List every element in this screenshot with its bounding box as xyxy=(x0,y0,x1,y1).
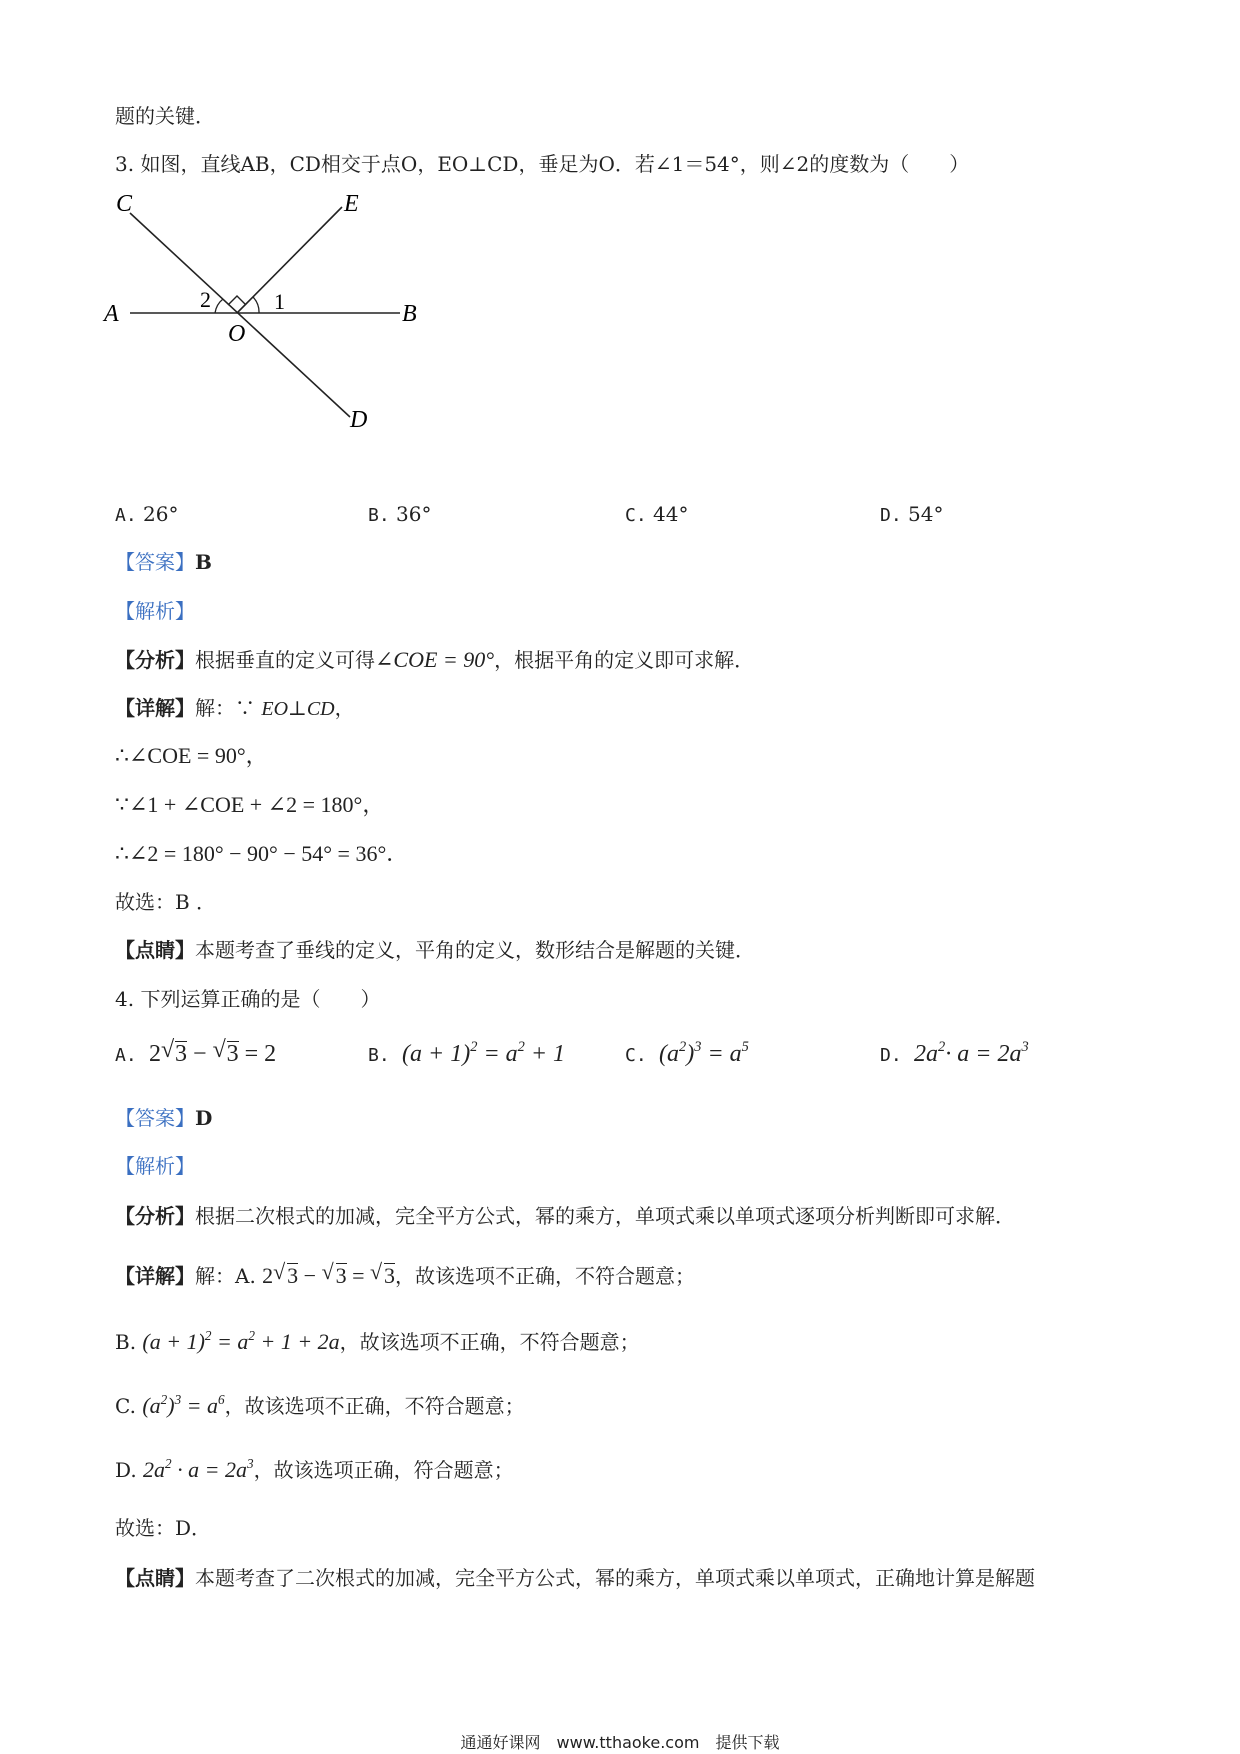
top-line: 题的关键． xyxy=(115,104,215,128)
q4-fenxi: 【分析】根据二次根式的加减，完全平方公式，幂的乘方，单项式乘以单项式逐项分析判断即可求解． xyxy=(115,1204,1015,1228)
q4-detail-a: 【详解】解：A. 2√ 3 − √ 3 = √ 3，故该选项不正确，不符合题意； xyxy=(115,1262,695,1290)
q4-option-a: A. 2√ 3 − √ 3 = 2 xyxy=(115,1040,276,1070)
angle-2-arc xyxy=(215,299,223,313)
label-angle-2: 2 xyxy=(200,287,211,312)
q3-choose: 故选：B ． xyxy=(115,890,217,914)
label-angle-1: 1 xyxy=(274,289,285,314)
angle-1-arc xyxy=(253,297,259,313)
q3-option-b: B. 36° xyxy=(368,502,432,526)
q3-step-3: ∴∠2 = 180° − 90° − 54° = 36°． xyxy=(115,841,409,866)
q3-step-1: ∴∠COE = 90°， xyxy=(115,743,268,768)
label-a: A xyxy=(104,301,119,327)
q3-step-2: ∵∠1 + ∠COE + ∠2 = 180°， xyxy=(115,792,385,817)
q4-choose: 故选：D． xyxy=(115,1516,212,1540)
q3-dianjing: 【点睛】本题考查了垂线的定义，平角的定义，数形结合是解题的关键． xyxy=(115,938,755,962)
right-angle-mark xyxy=(228,296,246,305)
q4-option-b: B. $(a + 1)^2 = a^2 + 1$ xyxy=(368,1038,566,1067)
label-e: E xyxy=(344,191,359,217)
q3-detail: 【详解】解：∵ EO⊥CD， xyxy=(115,696,355,720)
q4-option-c: C. $(a^2)^3 = a^5$ xyxy=(625,1038,749,1067)
q4-answer: 【答案】D xyxy=(115,1106,213,1130)
q3-analysis-tag: 【解析】 xyxy=(115,599,195,623)
line-cd xyxy=(130,213,350,417)
label-d: D xyxy=(350,407,368,433)
geometry-figure xyxy=(104,191,450,435)
label-c: C xyxy=(116,191,133,217)
question-4-stem: 4. 下列运算正确的是（ ） xyxy=(115,987,381,1011)
q4-detail-c: C. $(a^2)^3 = a^6$，故该选项不正确，不符合题意； xyxy=(115,1391,525,1418)
label-b: B xyxy=(402,301,417,327)
label-o: O xyxy=(228,321,246,347)
q3-answer: 【答案】B xyxy=(115,550,212,574)
line-eo xyxy=(237,207,342,313)
q4-analysis-tag: 【解析】 xyxy=(115,1154,195,1178)
q4-dianjing: 【点睛】本题考查了二次根式的加减，完全平方公式，幂的乘方，单项式乘以单项式，正确地计算是解题 xyxy=(115,1566,1035,1590)
q4-detail-d: D. $2a^2 \cdot a = 2a^3$，故该选项正确，符合题意； xyxy=(115,1455,514,1482)
q3-option-c: C. 44° xyxy=(625,502,689,526)
question-3-stem: 3. 如图，直线AB，CD相交于点O，EO⊥CD，垂足为O．若∠1＝54°，则∠2的度数为（ ） xyxy=(115,152,970,176)
q4-option-d: D. $2a^2\cdot a = 2a^3$ xyxy=(880,1038,1029,1067)
footer-watermark: 通通好课网 www.tthaoke.com 提供下载 xyxy=(460,1733,780,1752)
q4-detail-b: B. $(a + 1)^2 = a^2 + 1 + 2a$，故该选项不正确，不符合题意； xyxy=(115,1327,640,1354)
q3-option-a: A. 26° xyxy=(115,502,179,526)
q3-fenxi: 【分析】根据垂直的定义可得∠COE = 90°，根据平角的定义即可求解． xyxy=(115,647,755,672)
q3-option-d: D. 54° xyxy=(880,502,944,526)
